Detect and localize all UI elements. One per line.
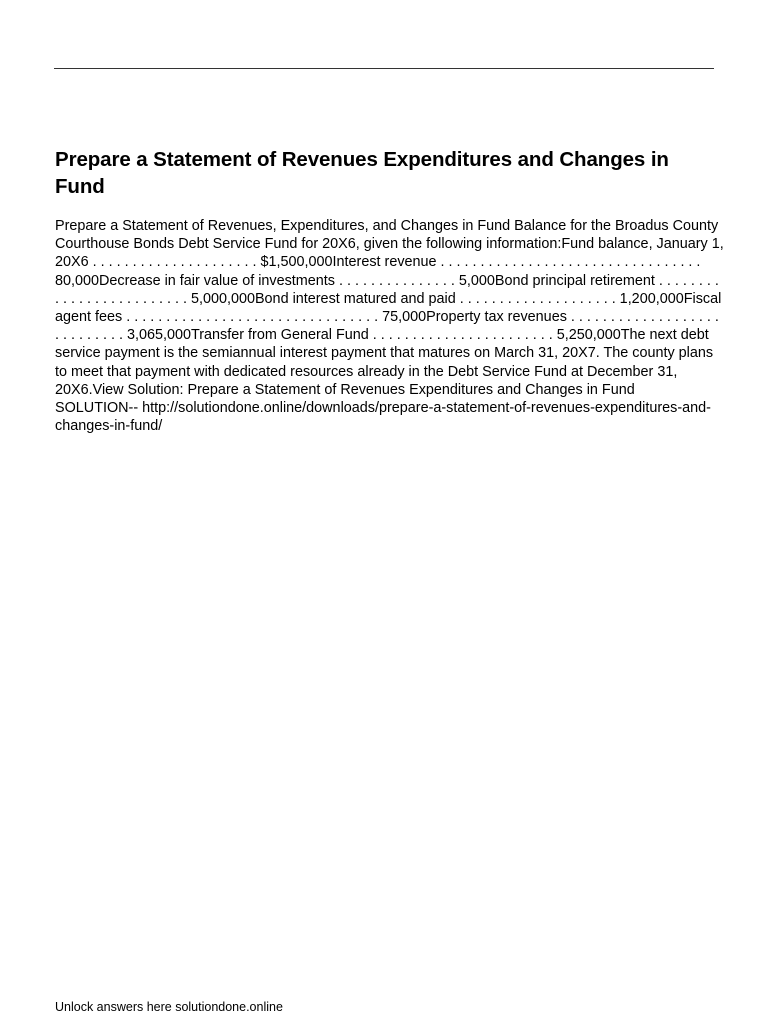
problem-text: Prepare a Statement of Revenues, Expenditures, and Changes in Fund Balance for the Broadus County Courthouse Bonds Debt Service Fund for 20X6, given the following information:Fund balance, January 1, 20X6 . . . . . . . . . . . . . . . . . . . . . $1,500,000Interest revenue . . . . . . . . . . . . . . . . . . . . . . . . . . . . . . . . . 80,000Decrease in fair value of investments . . . . . . . . . . . . . . . 5,000Bond principal retirement . . . . . . . . . . . . . . . . . . . . . . . . . 5,000,000Bond interest matured and paid . . . . . . . . . . . . . . . . . . . . 1,200,000Fiscal agent fees . . . . . . . . . . . . . . . . . . . . . . . . . . . . . . . . 75,000Property tax revenues . . . . . . . . . . . . . . . . . . . . . . . . . . . . 3,065,000Transfer from General Fund . . . . . . . . . . . . . . . . . . . . . . . 5,250,000The next debt service payment is the semiannual interest payment that matures on March 31, 20X7. The county plans to meet that payment with dedicated resources already in the Debt Service Fund at December 31, 20X6.View Solution: Prepare a Statement of Revenues Expenditures and Changes in Fund [55, 218, 724, 398]
document-title: Prepare a Statement of Revenues Expenditures and Changes in Fund [55, 148, 669, 198]
footer-text: Unlock answers here solutiondone.online [55, 1000, 283, 1014]
document-body [55, 217, 725, 435]
solution-link[interactable]: SOLUTION-- http://solutiondone.online/downloads/prepare-a-statement-of-revenues-expenditures-and-changes-in-fund/ [55, 400, 711, 435]
header-divider [54, 68, 714, 69]
